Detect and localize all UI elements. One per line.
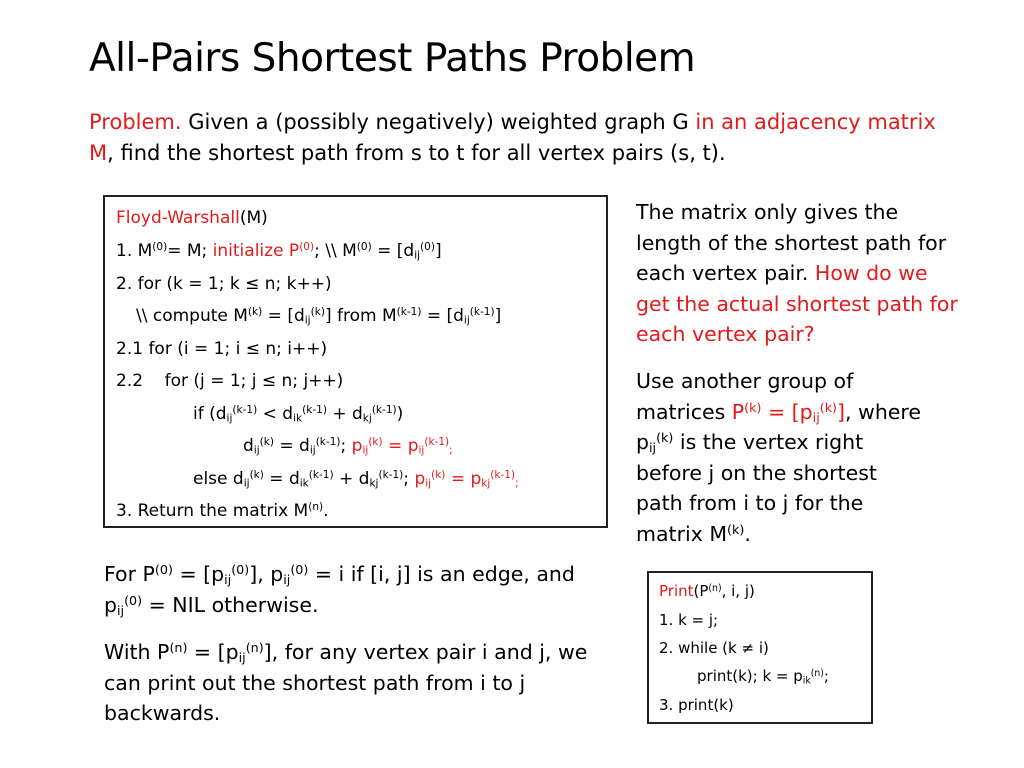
print-header: $Print(P^{(n)}$, i, j) — [659, 582, 755, 600]
fw-name: Floyd-Warshall — [116, 208, 240, 228]
problem-text-1: Given a (possibly negatively) weighted graph G — [181, 110, 696, 134]
fw-line-7: $d_{ij}^{(k)} = d_{ij}^{(k-1)}$; $p_{ij}^{(k)} = p_{ij}^{(k-1)}_;$ — [243, 436, 453, 457]
fw-line-5: 2.2 for (j = 1; j ≤ n; j++) — [116, 371, 344, 391]
print-line-2: 2. while (k ≠ i) — [659, 639, 769, 657]
bottom-paragraph-1: For $P^{(0)} = [p_{ij}^{(0)}]$, $p_{ij}^{(0)} = i$ if [i, j] is an edge, and $p_{ij}^{(0)}$ = NIL otherwise. — [104, 562, 575, 618]
fw-line-2: 2. for (k = 1; k ≤ n; k++) — [116, 274, 332, 294]
fw-arg: (M) — [239, 208, 268, 228]
problem-adjacency-highlight: in an adjacency matrix M — [89, 110, 936, 165]
fw-line-8: else $d_{ij}^{(k)} = d_{ik}^{(k-1)} + d_{kj}^{(k-1)}$; $p_{ij}^{(k)} = p_{kj}^{(k-1)}_;$ — [193, 469, 519, 490]
page-title: All-Pairs Shortest Paths Problem — [89, 36, 696, 81]
print-procedure-box — [647, 571, 873, 724]
problem-statement — [89, 107, 939, 169]
fw-line-1: 1. $M^{(0)}= M$; initialize $P^{(0)}$; \\ $M^{(0)} = [d_{ij}^{(0)}]$ — [116, 241, 442, 262]
print-line-1: 1. k = j; — [659, 611, 719, 629]
fw-line-4: 2.1 for (i = 1; i ≤ n; i++) — [116, 339, 328, 359]
fw-line-3: \\ compute $M^{(k)} = [d_{ij}^{(k)}]$ from $M^{(k-1)} = [d_{ij}^{(k-1)}]$ — [136, 306, 502, 327]
bottom-paragraph-2: With $P^{(n)} = [p_{ij}^{(n)}]$, for any vertex pair i and j, we can print out the shortest path from i to j backwards. — [104, 640, 588, 725]
fw-line-6: if $(d_{ij}^{(k-1)} < d_{ik}^{(k-1)} + d_{kj}^{(k-1)})$ — [193, 404, 404, 425]
side-paragraph-2: Use another group of matrices $P^{(k)} = [p_{ij}^{(k)}]$, where $p_{ij}^{(k)}$ is the vertex right before j on the shortest path from i to j for the matrix $M^{(k)}$. — [636, 369, 922, 546]
side-paragraph-1: The matrix only gives the length of the shortest path for each vertex pair. How do we get the actual shortest path for each vertex pair? — [636, 200, 958, 346]
problem-text-2: , find the shortest path from s to t for all vertex pairs (s, t). — [107, 141, 726, 165]
floyd-warshall-box — [103, 195, 608, 528]
fw-header — [116, 208, 268, 228]
print-line-3: print(k); $k = p_{ik}^{(n)}$; — [697, 667, 829, 687]
problem-label: Problem. — [89, 110, 182, 134]
fw-line-9: 3. Return the matrix $M^{(n)}$. — [116, 501, 329, 521]
print-line-4: 3. print(k) — [659, 696, 734, 714]
